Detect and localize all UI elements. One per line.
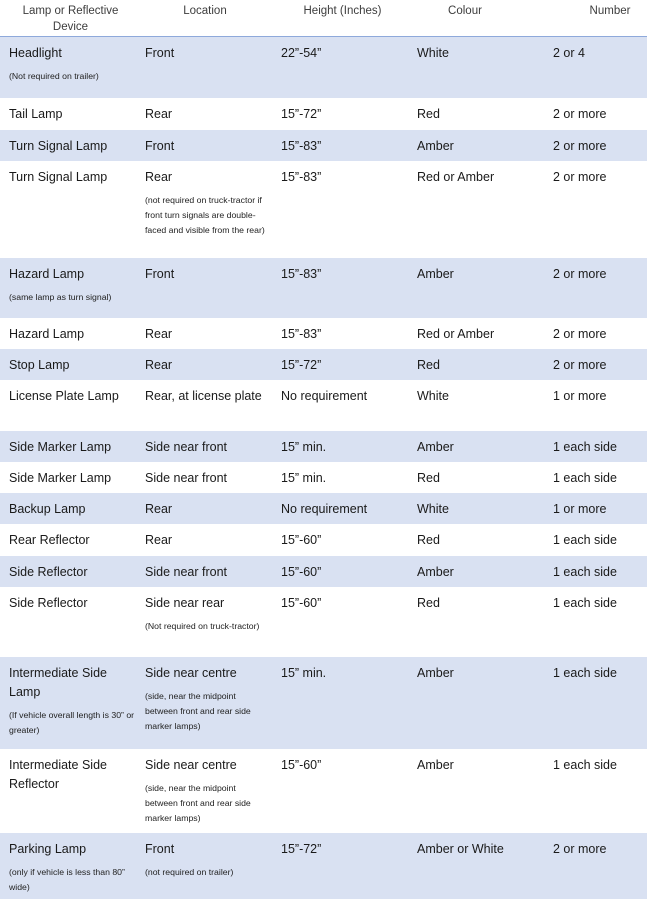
cell-location [145, 594, 270, 634]
cell-number [553, 756, 647, 775]
cell-device [9, 840, 139, 895]
device-note: (only if vehicle is less than 80” wide) [9, 867, 125, 892]
cell-location [145, 563, 270, 582]
device-text: Intermediate Side Reflector [9, 758, 107, 791]
cell-height [281, 265, 406, 284]
number-text: 1 each side [553, 533, 617, 547]
cell-height [281, 168, 406, 187]
cell-colour [417, 438, 547, 457]
header-location: Location [183, 5, 227, 17]
colour-text: Amber or White [417, 842, 504, 856]
device-text: Turn Signal Lamp [9, 170, 108, 184]
height-text: 15” min. [281, 440, 327, 454]
cell-height [281, 563, 406, 582]
cell-height [281, 137, 406, 156]
cell-number [553, 265, 647, 284]
table-row [0, 431, 647, 462]
cell-height [281, 356, 406, 375]
colour-text: Red [417, 107, 440, 121]
colour-text: Red [417, 533, 440, 547]
height-text: 15”-83” [281, 267, 322, 281]
cell-location [145, 469, 270, 488]
height-text: 15”-60” [281, 565, 322, 579]
height-text: 15”-83” [281, 327, 322, 341]
colour-text: Amber [417, 139, 454, 153]
cell-device [9, 44, 139, 84]
device-text: Side Reflector [9, 596, 88, 610]
location-text: Rear [145, 358, 173, 372]
cell-device [9, 387, 139, 406]
device-text: Side Marker Lamp [9, 471, 112, 485]
cell-height [281, 438, 406, 457]
table-row [0, 833, 647, 899]
number-text: 2 or more [553, 842, 607, 856]
cell-colour [417, 137, 547, 156]
location-note: (side, near the midpoint between front and rear side marker lamps) [145, 691, 251, 731]
cell-height [281, 105, 406, 124]
cell-number [553, 664, 647, 683]
location-text: Side near centre [145, 666, 237, 680]
cell-number [553, 105, 647, 124]
cell-location [145, 531, 270, 550]
cell-colour [417, 387, 547, 406]
height-text: 15”-83” [281, 170, 322, 184]
cell-device [9, 356, 139, 375]
cell-location [145, 387, 270, 406]
cell-device [9, 756, 139, 794]
colour-text: White [417, 389, 449, 403]
height-text: 15”-83” [281, 139, 322, 153]
cell-colour [417, 594, 547, 613]
cell-location [145, 265, 270, 284]
cell-height [281, 594, 406, 613]
location-text: Rear [145, 107, 173, 121]
cell-colour [417, 563, 547, 582]
cell-height [281, 664, 406, 683]
location-note: (not required on truck-tractor if front turn signals are double-faced and visible from the rear) [145, 195, 265, 235]
number-text: 2 or more [553, 267, 607, 281]
location-text: Side near rear [145, 596, 225, 610]
number-text: 1 each side [553, 666, 617, 680]
number-text: 1 or more [553, 502, 607, 516]
cell-number [553, 469, 647, 488]
colour-text: Amber [417, 267, 454, 281]
cell-number [553, 387, 647, 406]
device-text: Side Marker Lamp [9, 440, 112, 454]
location-text: Side near front [145, 471, 227, 485]
device-text: License Plate Lamp [9, 389, 119, 403]
cell-number [553, 563, 647, 582]
colour-text: Amber [417, 666, 454, 680]
cell-colour [417, 664, 547, 683]
height-text: 15”-60” [281, 758, 322, 772]
cell-number [553, 168, 647, 187]
cell-number [553, 438, 647, 457]
cell-height [281, 387, 406, 406]
table-row [0, 349, 647, 380]
table-row [0, 749, 647, 833]
table-row [0, 524, 647, 556]
table-row [0, 258, 647, 318]
number-text: 1 each side [553, 440, 617, 454]
cell-device [9, 664, 139, 738]
location-text: Front [145, 842, 175, 856]
cell-device [9, 469, 139, 488]
cell-colour [417, 531, 547, 550]
number-text: 1 or more [553, 389, 607, 403]
device-text: Hazard Lamp [9, 267, 85, 281]
height-text: 15”-72” [281, 842, 322, 856]
cell-colour [417, 356, 547, 375]
height-text: No requirement [281, 502, 368, 516]
number-text: 2 or more [553, 139, 607, 153]
header-device: Lamp or Reflective Device [22, 5, 119, 33]
cell-number [553, 137, 647, 156]
cell-device [9, 168, 139, 187]
table-row [0, 380, 647, 431]
location-text: Side near front [145, 565, 227, 579]
cell-colour [417, 325, 547, 344]
colour-text: Red [417, 596, 440, 610]
cell-device [9, 563, 139, 582]
device-text: Parking Lamp [9, 842, 87, 856]
device-text: Turn Signal Lamp [9, 139, 108, 153]
cell-location [145, 137, 270, 156]
location-text: Side near front [145, 440, 227, 454]
cell-number [553, 356, 647, 375]
cell-device [9, 265, 139, 305]
number-text: 1 each side [553, 596, 617, 610]
height-text: No requirement [281, 389, 368, 403]
colour-text: Amber [417, 758, 454, 772]
cell-device [9, 438, 139, 457]
cell-location [145, 840, 270, 880]
cell-location [145, 756, 270, 826]
device-text: Rear Reflector [9, 533, 90, 547]
cell-location [145, 325, 270, 344]
number-text: 2 or more [553, 170, 607, 184]
cell-location [145, 664, 270, 734]
header-height: Height (Inches) [303, 5, 382, 17]
cell-height [281, 325, 406, 344]
number-text: 2 or more [553, 358, 607, 372]
cell-colour [417, 105, 547, 124]
colour-text: White [417, 502, 449, 516]
table-row [0, 556, 647, 587]
table-row [0, 161, 647, 258]
cell-colour [417, 44, 547, 63]
colour-text: Red or Amber [417, 170, 495, 184]
device-text: Stop Lamp [9, 358, 70, 372]
cell-height [281, 531, 406, 550]
height-text: 15”-60” [281, 596, 322, 610]
device-text: Intermediate Side Lamp [9, 666, 107, 699]
cell-location [145, 168, 270, 238]
cell-number [553, 840, 647, 859]
table-row [0, 493, 647, 524]
cell-device [9, 105, 139, 124]
cell-number [553, 594, 647, 613]
colour-text: Red [417, 358, 440, 372]
location-text: Rear [145, 170, 173, 184]
height-text: 15”-72” [281, 358, 322, 372]
cell-colour [417, 500, 547, 519]
table-row [0, 98, 647, 130]
cell-device [9, 500, 139, 519]
number-text: 2 or more [553, 107, 607, 121]
location-note: (side, near the midpoint between front and rear side marker lamps) [145, 783, 251, 823]
cell-device [9, 531, 139, 550]
cell-device [9, 137, 139, 156]
cell-number [553, 325, 647, 344]
table-header [0, 0, 647, 37]
table-row [0, 462, 647, 493]
location-text: Side near centre [145, 758, 237, 772]
cell-location [145, 44, 270, 63]
table-row [0, 130, 647, 161]
height-text: 15”-72” [281, 107, 322, 121]
device-note: (Not required on trailer) [9, 71, 99, 81]
device-text: Tail Lamp [9, 107, 63, 121]
cell-height [281, 500, 406, 519]
location-text: Front [145, 267, 175, 281]
cell-location [145, 105, 270, 124]
location-text: Rear, at license plate [145, 389, 262, 403]
number-text: 1 each side [553, 758, 617, 772]
location-text: Front [145, 139, 175, 153]
cell-location [145, 356, 270, 375]
cell-device [9, 325, 139, 344]
cell-device [9, 594, 139, 613]
number-text: 2 or 4 [553, 46, 585, 60]
table-row [0, 318, 647, 349]
colour-text: White [417, 46, 449, 60]
cell-height [281, 756, 406, 775]
device-text: Side Reflector [9, 565, 88, 579]
table-row [0, 37, 647, 98]
cell-height [281, 469, 406, 488]
device-note: (same lamp as turn signal) [9, 292, 112, 302]
colour-text: Red [417, 471, 440, 485]
location-text: Front [145, 46, 175, 60]
location-text: Rear [145, 533, 173, 547]
cell-colour [417, 756, 547, 775]
header-number: Number [589, 5, 631, 17]
cell-number [553, 500, 647, 519]
height-text: 22”-54” [281, 46, 322, 60]
location-text: Rear [145, 502, 173, 516]
cell-number [553, 44, 647, 63]
cell-location [145, 500, 270, 519]
colour-text: Red or Amber [417, 327, 495, 341]
number-text: 2 or more [553, 327, 607, 341]
cell-colour [417, 469, 547, 488]
height-text: 15” min. [281, 666, 327, 680]
cell-height [281, 44, 406, 63]
cell-height [281, 840, 406, 859]
colour-text: Amber [417, 565, 454, 579]
number-text: 1 each side [553, 565, 617, 579]
device-text: Hazard Lamp [9, 327, 85, 341]
cell-colour [417, 168, 547, 187]
cell-colour [417, 265, 547, 284]
cell-number [553, 531, 647, 550]
location-text: Rear [145, 327, 173, 341]
cell-colour [417, 840, 547, 859]
header-colour: Colour [448, 5, 482, 17]
table-row [0, 587, 647, 657]
table-row [0, 657, 647, 749]
cell-location [145, 438, 270, 457]
number-text: 1 each side [553, 471, 617, 485]
device-text: Headlight [9, 46, 62, 60]
location-note: (Not required on truck-tractor) [145, 621, 260, 631]
colour-text: Amber [417, 440, 454, 454]
height-text: 15”-60” [281, 533, 322, 547]
device-note: (If vehicle overall length is 30” or greater) [9, 710, 135, 735]
device-text: Backup Lamp [9, 502, 86, 516]
height-text: 15” min. [281, 471, 327, 485]
location-note: (not required on trailer) [145, 867, 234, 877]
